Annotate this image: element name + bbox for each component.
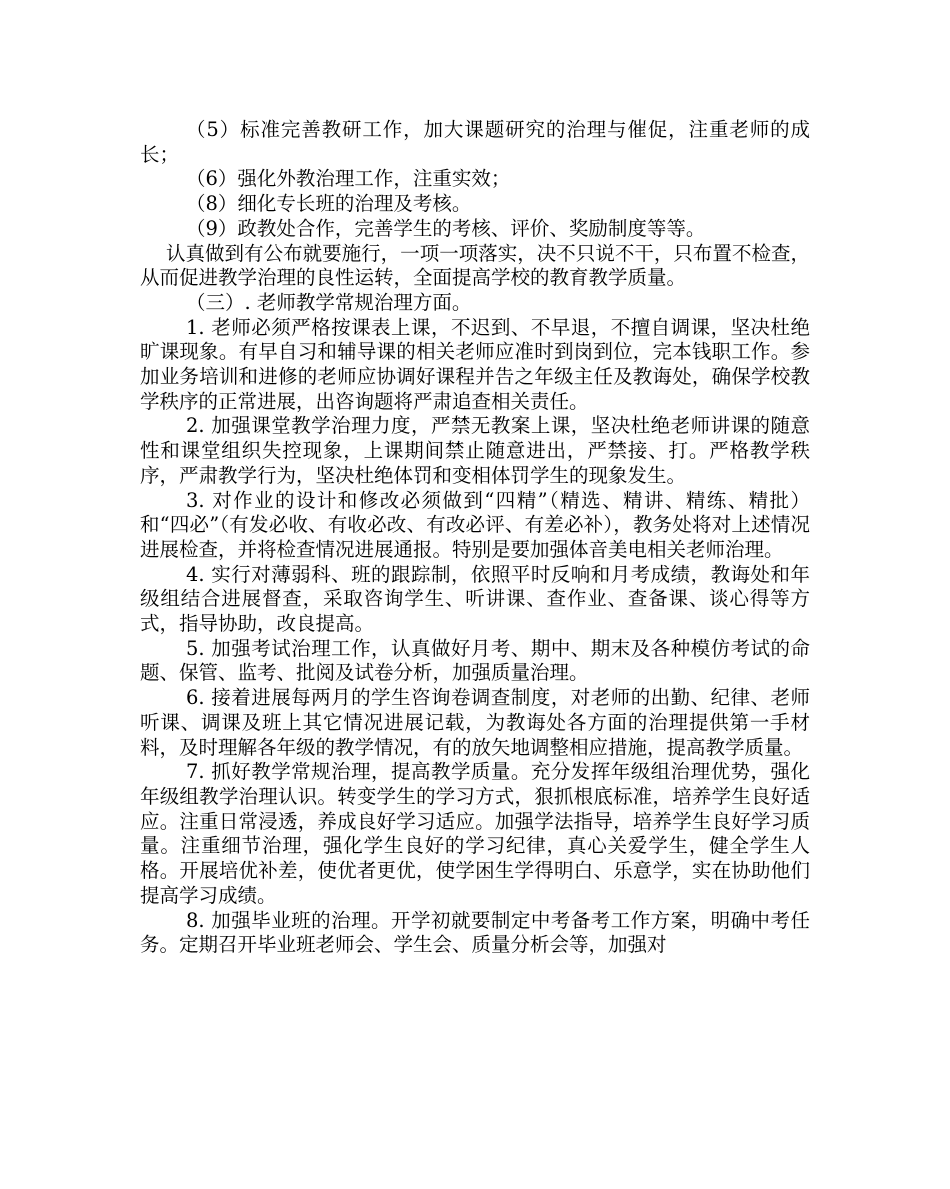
paragraph: （9）政教处合作，完善学生的考核、评价、奖励制度等等。	[186, 216, 706, 240]
paragraph: （6）强化外教治理工作，注重实效；	[186, 167, 511, 191]
paragraph: 4. 实行对薄弱科、班的跟踪制，依照平时反响和月考成绩，教诲处和年级组结合进展督查，采取咨询学生、听讲课、查作业、查备课、谈心得等方式，指导协助，改良提高。	[140, 562, 810, 636]
paragraph: 2. 加强课堂教学治理力度，严禁无教案上课，坚决杜绝老师讲课的随意性和课堂组织失控现象，上课期间禁止随意进出，严禁接、打。严格教学秩序，严肃教学行为，坚决杜绝体罚和变相体罚学生的现象发生。	[140, 414, 810, 487]
paragraph: （5）标准完善教研工作，加大课题研究的治理与催促，注重老师的成长；	[140, 118, 810, 166]
paragraph: 7. 抓好教学常规治理，提高教学质量。充分发挥年级组治理优势，强化年级组教学治理认识。转变学生的学习方式，狠抓根底标准，培养学生良好适应。注重日常浸透，养成良好学习适应。加强学法指导，培养学生良好学习质量。注重细节治理，强化学生良好的学习纪律，真心关爱学生，健全学生人格。开展培优补差，使优者更优，使学困生学得明白、乐意学，实在协助他们提高学习成绩。	[140, 760, 810, 907]
document-page	[140, 118, 810, 958]
paragraph: 3. 对作业的设计和修改必须做到“四精”（精选、精讲、精练、精批）和“四必”（有发必收、有收必改、有改必评、有差必补），教务处将对上述情况进展检查，并将检查情况进展通报。特别是要加强体音美电相关老师治理。	[140, 488, 810, 561]
paragraph: 8. 加强毕业班的治理。开学初就要制定中考备考工作方案，明确中考任务。定期召开毕业班老师会、学生会、质量分析会等，加强对	[140, 908, 810, 957]
section-heading: （三）. 老师教学常规治理方面。	[186, 290, 472, 314]
paragraph: 6. 接着进展每两月的学生咨询卷调查制度，对老师的出勤、纪律、老师听课、调课及班上其它情况进展记载，为教诲处各方面的治理提供第一手材料，及时理解各年级的教学情况，有的放矢地调整相应措施，提高教学质量。	[140, 686, 810, 759]
paragraph: 认真做到有公布就要施行，一项一项落实，决不只说不干，只布置不检查，从而促进教学治理的良性运转，全面提高学校的教育教学质量。	[140, 241, 810, 290]
paragraph: （8）细化专长班的治理及考核。	[186, 192, 472, 216]
paragraph: 5. 加强考试治理工作，认真做好月考、期中、期末及各种模仿考试的命题、保管、监考、批阅及试卷分析，加强质量治理。	[140, 636, 810, 685]
paragraph: 1. 老师必须严格按课表上课，不迟到、不早退，不擅自调课，坚决杜绝旷课现象。有早自习和辅导课的相关老师应准时到岗到位，完本钱职工作。参加业务培训和进修的老师应协调好课程并告之年级主任及教诲处，确保学校教学秩序的正常进展，出咨询题将严肃追查相关责任。	[140, 315, 810, 413]
